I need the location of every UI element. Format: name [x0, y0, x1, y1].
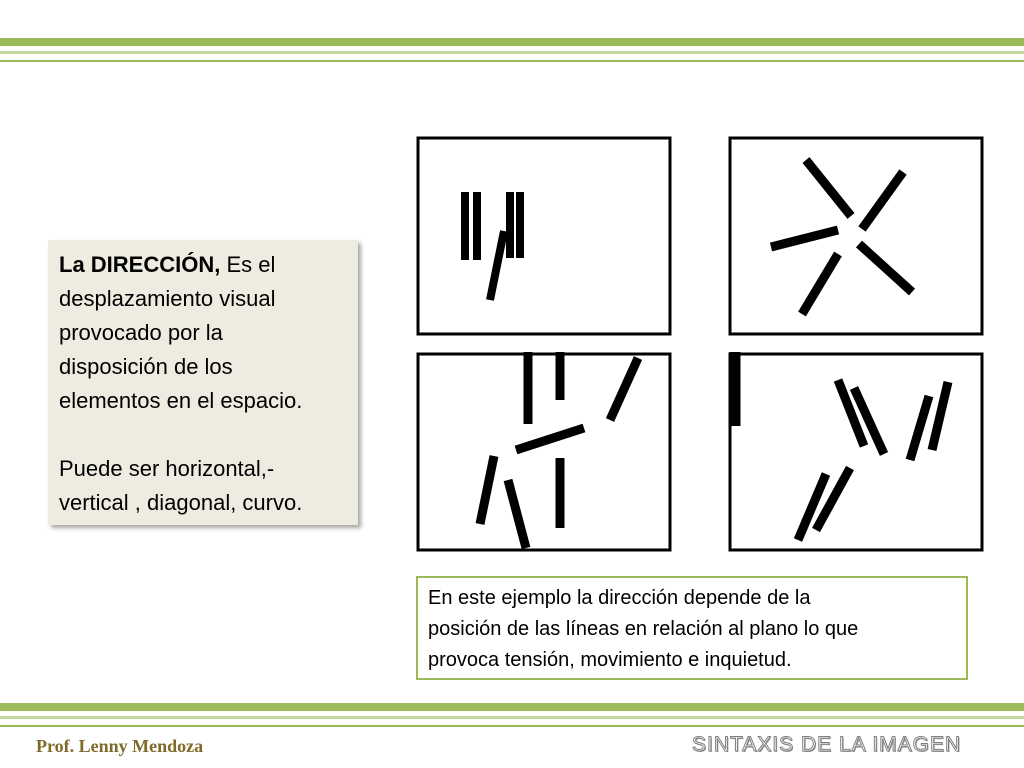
definition-line-7: vertical , diagonal, curvo.	[59, 490, 303, 515]
definition-line-1	[59, 248, 348, 282]
panel-diagonal-bars	[730, 352, 982, 550]
definition-line-6: Puede ser horizontal,-	[59, 456, 275, 481]
definition-line-3: provocado por la	[59, 320, 223, 345]
note-line-1: En este ejemplo la dirección depende de la	[428, 587, 811, 609]
bottom-decorative-band	[0, 703, 1024, 733]
definition-line-1-rest: Es el	[220, 252, 276, 277]
direction-examples-diagram	[414, 134, 986, 554]
definition-text-box	[48, 240, 358, 525]
panel-scattered-bars	[418, 352, 670, 550]
definition-line-5: elementos en el espacio.	[59, 388, 303, 413]
note-line-3: provoca tensión, movimiento e inquietud.	[428, 649, 792, 671]
panel-radiating-bars	[730, 138, 982, 334]
definition-line-2: desplazamiento visual	[59, 286, 276, 311]
footer-title: SINTAXIS DE LA IMAGEN	[692, 733, 962, 756]
top-decorative-band	[0, 38, 1024, 68]
author-name: Prof. Lenny Mendoza	[36, 736, 204, 756]
definition-line-4: disposición de los	[59, 354, 233, 379]
example-note-box	[416, 576, 968, 680]
definition-bold-term: La DIRECCIÓN,	[59, 252, 221, 277]
panel-parallel-bars	[418, 138, 670, 334]
paragraph-gap	[59, 418, 348, 452]
note-line-2: posición de las líneas en relación al plano lo que	[428, 618, 859, 640]
